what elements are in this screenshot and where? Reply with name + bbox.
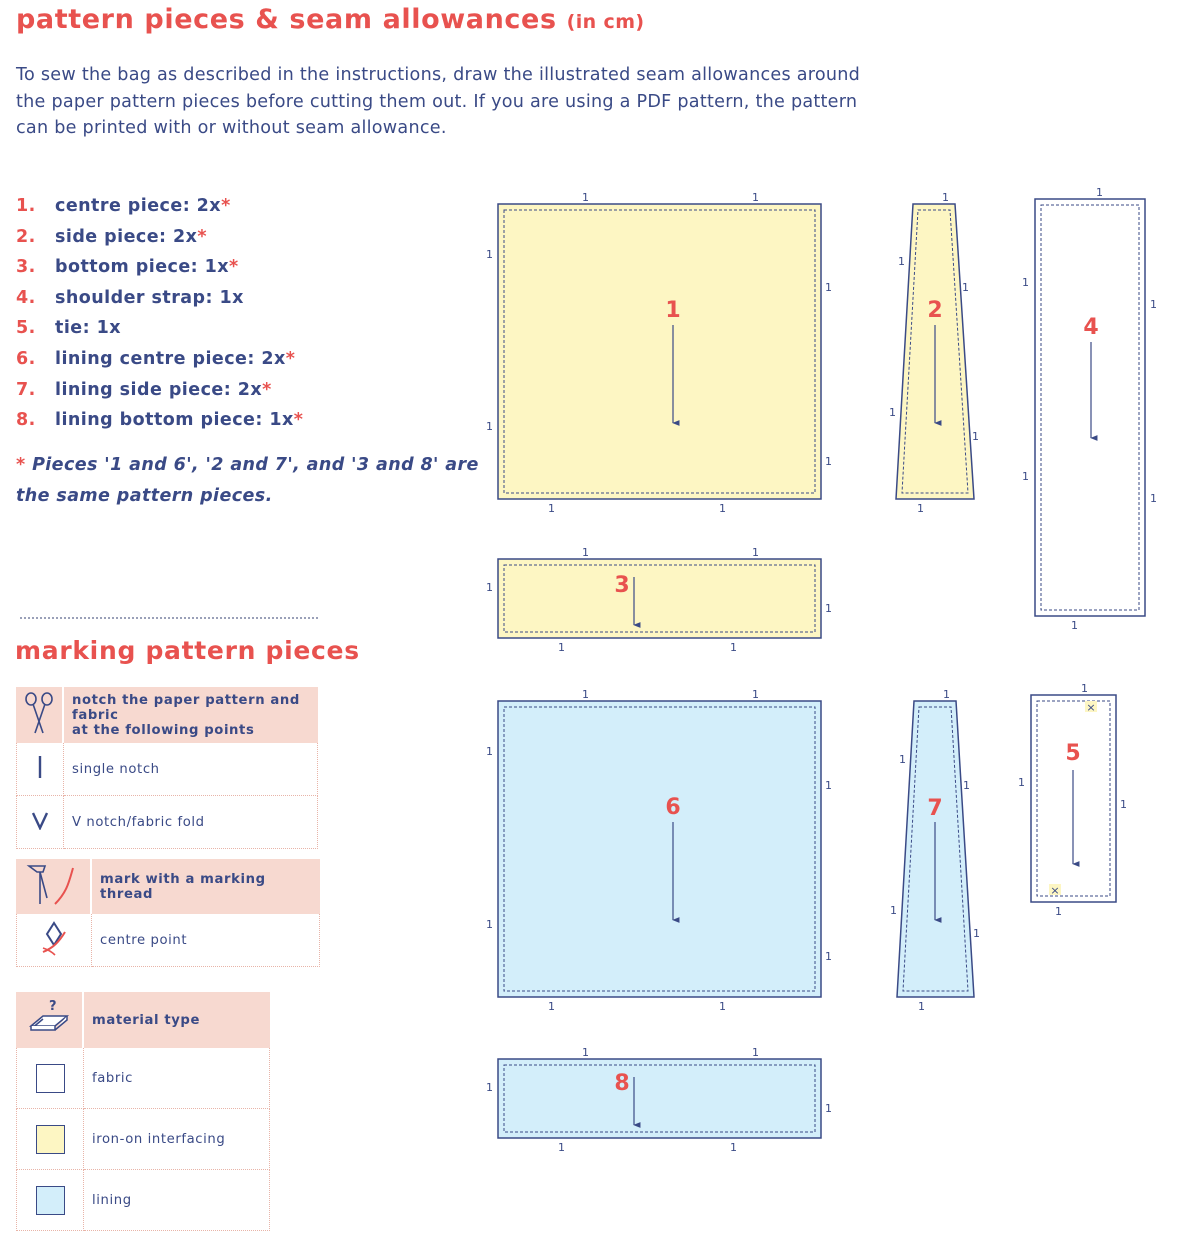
tie-mark-bottom: × [1050, 884, 1060, 897]
piece-4-label: 4 [1083, 315, 1099, 340]
single-notch-label: single notch [64, 743, 318, 796]
seam-mark: 1 [558, 1141, 565, 1154]
seam-mark: 1 [582, 191, 589, 204]
page-title: pattern pieces & seam allowances (in cm) [16, 4, 645, 35]
thread-header-text: mark with a marking thread [92, 859, 320, 914]
v-notch-label: V notch/fabric fold [64, 796, 318, 849]
intro-text: To sew the bag as described in the instructions, draw the illustrated seam allowances around the paper pattern pieces before cutting them out. If you are using a PDF pattern, the pattern can be printed with or without seam allowance. [16, 65, 861, 138]
list-item: 4. shoulder strap: 1x [16, 287, 244, 308]
piece-1 [498, 204, 821, 499]
seam-mark: 1 [1055, 905, 1062, 918]
list-item: 6. lining centre piece: 2x* [16, 348, 296, 369]
piece-8 [498, 1059, 821, 1138]
same-pieces-note: * Pieces '1 and 6', '2 and 7', and '3 and 8' are the same pattern pieces. [16, 455, 479, 506]
seam-mark: 1 [942, 191, 949, 204]
lining-label: lining [84, 1170, 270, 1231]
seam-mark: 1 [558, 641, 565, 654]
piece-8-label: 8 [614, 1071, 630, 1096]
piece-5 [1031, 695, 1116, 902]
notch-header-text: notch the paper pattern and fabric at the following points [64, 687, 318, 743]
seam-mark: 1 [890, 904, 897, 917]
seam-mark: 1 [825, 779, 832, 792]
piece-4 [1035, 199, 1145, 616]
unit-label: (in cm) [566, 11, 645, 33]
seam-mark: 1 [825, 1102, 832, 1115]
list-item: 8. lining bottom piece: 1x* [16, 410, 304, 431]
list-item: 1. centre piece: 2x* [16, 196, 231, 216]
seam-mark: 1 [486, 745, 493, 758]
seam-mark: 1 [1150, 298, 1157, 311]
seam-mark: 1 [889, 406, 896, 419]
seam-mark: 1 [825, 281, 832, 294]
tie-mark-top: × [1086, 701, 1096, 714]
piece-2 [896, 204, 974, 499]
material-header-text: material type [84, 992, 270, 1048]
seam-mark: 1 [486, 248, 493, 261]
list-item: 3. bottom piece: 1x* [16, 257, 239, 278]
list-item: 5. tie: 1x [16, 318, 121, 339]
list-item: 2. side piece: 2x* [16, 226, 208, 247]
seam-mark: 1 [752, 1046, 759, 1059]
seam-mark: 1 [752, 688, 759, 701]
seam-mark: 1 [917, 502, 924, 515]
seam-mark: 1 [730, 641, 737, 654]
seam-mark: 1 [1071, 619, 1078, 632]
seam-mark: 1 [899, 753, 906, 766]
seam-mark: 1 [1022, 470, 1029, 483]
piece-3 [498, 559, 821, 638]
seam-mark: 1 [548, 1000, 555, 1013]
seam-mark: 1 [582, 1046, 589, 1059]
seam-mark: 1 [973, 927, 980, 940]
seam-mark: 1 [1096, 186, 1103, 199]
centre-point-label: centre point [92, 914, 320, 967]
piece-7-label: 7 [927, 796, 943, 821]
seam-mark: 1 [752, 546, 759, 559]
seam-mark: 1 [825, 950, 832, 963]
seam-mark: 1 [825, 602, 832, 615]
piece-3-label: 3 [614, 573, 630, 598]
seam-mark: 1 [1120, 798, 1127, 811]
marking-title: marking pattern pieces [15, 636, 360, 665]
seam-mark: 1 [548, 502, 555, 515]
seam-mark: 1 [1081, 682, 1088, 695]
seam-mark: 1 [719, 502, 726, 515]
seam-mark: 1 [825, 455, 832, 468]
seam-mark: 1 [486, 1081, 493, 1094]
seam-mark: 1 [1022, 276, 1029, 289]
piece-6 [498, 701, 821, 997]
piece-5-label: 5 [1065, 741, 1081, 766]
seam-mark: 1 [486, 420, 493, 433]
seam-mark: 1 [898, 255, 905, 268]
seam-mark: 1 [963, 779, 970, 792]
seam-mark: 1 [943, 688, 950, 701]
svg-text:?: ? [49, 999, 57, 1014]
interfacing-label: iron-on interfacing [84, 1109, 270, 1170]
seam-mark: 1 [730, 1141, 737, 1154]
seam-mark: 1 [752, 191, 759, 204]
seam-mark: 1 [972, 430, 979, 443]
piece-1-label: 1 [665, 298, 681, 323]
piece-6-label: 6 [665, 795, 681, 820]
seam-mark: 1 [1150, 492, 1157, 505]
seam-mark: 1 [486, 581, 493, 594]
seam-mark: 1 [582, 546, 589, 559]
list-item: 7. lining side piece: 2x* [16, 379, 272, 400]
seam-mark: 1 [962, 281, 969, 294]
piece-7 [897, 701, 974, 997]
seam-mark: 1 [918, 1000, 925, 1013]
piece-2-label: 2 [927, 298, 943, 323]
seam-mark: 1 [582, 688, 589, 701]
fabric-label: fabric [84, 1048, 270, 1109]
seam-mark: 1 [719, 1000, 726, 1013]
seam-mark: 1 [1018, 776, 1025, 789]
seam-mark: 1 [486, 918, 493, 931]
